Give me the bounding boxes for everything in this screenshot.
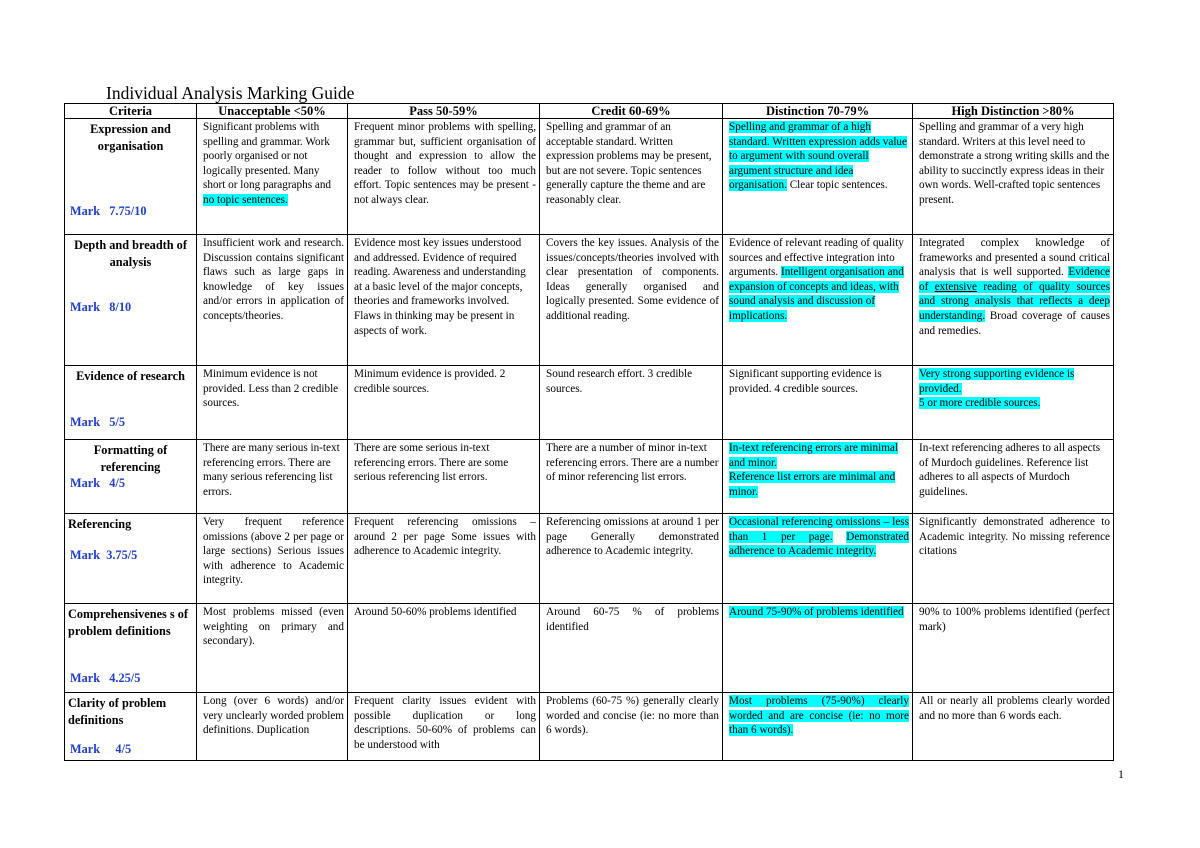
- criterion-cell: [65, 693, 197, 761]
- high-distinction-cell: [913, 235, 1114, 366]
- pass-cell: Evidence most key issues understood and addressed. Evidence of required reading. Awareness and understanding at a basic level of the major concepts, theories and frameworks involved. Flaws in thinking may be present in aspects of work.: [348, 235, 540, 366]
- table-row: [65, 366, 1114, 440]
- criterion-cell: [65, 514, 197, 604]
- distinction-cell: [723, 440, 913, 514]
- page-number: 1: [1118, 767, 1124, 781]
- unacceptable-cell: Long (over 6 words) and/or very unclearly worded problem definitions. Duplication: [197, 693, 348, 761]
- marking-guide-table: [64, 103, 1114, 761]
- high-distinction-cell: Spelling and grammar of a very high standard. Writers at this level need to demonstrate a strong writing skills and the ability to succinctly express ideas in their own words. Well-crafted topic sentences present.: [913, 119, 1114, 235]
- criterion-label: Formatting of referencing: [93, 443, 168, 474]
- header-row: [65, 104, 1114, 119]
- header-distinction: Distinction 70-79%: [723, 104, 913, 119]
- highlighted-text: Around 75-90% of problems identified: [729, 606, 904, 618]
- table-row: [65, 604, 1114, 693]
- credit-cell: Covers the key issues. Analysis of the issues/concepts/theories involved with clear presentation of components. Ideas generally organised and logically presented. Some evidence of additional reading.: [540, 235, 723, 366]
- criterion-label: Comprehensivenes s of problem definitions: [68, 607, 189, 638]
- cell-text: Integrated complex knowledge of frameworks and presented a sound critical analysis that is well supported.: [919, 237, 1110, 279]
- pass-cell: Minimum evidence is provided. 2 credible sources.: [348, 366, 540, 440]
- header-unacceptable: Unacceptable <50%: [197, 104, 348, 119]
- criterion-cell: [65, 235, 197, 366]
- distinction-cell: [723, 693, 913, 761]
- criterion-label: Expression and organisation: [90, 122, 171, 153]
- mark-label: Mark 8/10: [70, 300, 132, 314]
- pass-cell: Frequent minor problems with spelling, grammar but, sufficient organisation of thought and expression to allow the reader to follow without too much effort. Topic sentences may be present - not always clear.: [348, 119, 540, 235]
- credit-cell: Referencing omissions at around 1 per page Generally demonstrated adherence to Academic integrity.: [540, 514, 723, 604]
- mark-label: Mark 5/5: [70, 415, 125, 429]
- criterion-label: Evidence of research: [76, 369, 185, 383]
- unacceptable-cell: Most problems missed (even weighting on primary and secondary).: [197, 604, 348, 693]
- credit-cell: Around 60-75 % of problems identified: [540, 604, 723, 693]
- cell-text: Evidence of relevant reading of quality sources and effective integration into arguments.: [729, 237, 904, 279]
- table-row: [65, 693, 1114, 761]
- criterion-cell: [65, 119, 197, 235]
- high-distinction-cell: 90% to 100% problems identified (perfect mark): [913, 604, 1114, 693]
- distinction-cell: [723, 119, 913, 235]
- unacceptable-cell: Minimum evidence is not provided. Less than 2 credible sources.: [197, 366, 348, 440]
- distinction-cell: [723, 514, 913, 604]
- mark-label: Mark 4.25/5: [70, 671, 141, 685]
- table-row: [65, 235, 1114, 366]
- mark-label: Mark 4/5: [70, 742, 132, 756]
- header-high-distinction: High Distinction >80%: [913, 104, 1114, 119]
- header-credit: Credit 60-69%: [540, 104, 723, 119]
- distinction-cell: Significant supporting evidence is provided. 4 credible sources.: [723, 366, 913, 440]
- underlined-text: extensive: [934, 280, 977, 293]
- mark-label: Mark 3.75/5: [70, 548, 138, 562]
- distinction-cell: [723, 235, 913, 366]
- pass-cell: Frequent clarity issues evident with possible duplication or long descriptions. 50-60% of problems can be understood with: [348, 693, 540, 761]
- criterion-cell: [65, 440, 197, 514]
- distinction-cell: [723, 604, 913, 693]
- high-distinction-cell: In-text referencing adheres to all aspects of Murdoch guidelines. Reference list adheres to all aspects of Murdoch guidelines.: [913, 440, 1114, 514]
- mark-label: Mark 7.75/10: [70, 204, 147, 218]
- credit-cell: There are a number of minor in-text referencing errors. There are a number of minor referencing list errors.: [540, 440, 723, 514]
- highlighted-text: In-text referencing errors are minimal and minor.: [729, 442, 898, 469]
- cell-text: Clear topic sentences.: [786, 179, 888, 192]
- table-row: [65, 440, 1114, 514]
- highlighted-text: Most problems (75-90%) clearly worded and are concise (ie: no more than 6 words).: [729, 695, 909, 737]
- highlighted-text: Demonstrated adherence to Academic integrity.: [729, 530, 909, 558]
- criterion-cell: [65, 366, 197, 440]
- criterion-cell: [65, 604, 197, 693]
- cell-text: Significant problems with spelling and grammar. Work poorly organised or not logically presented. Many short or long paragraphs and: [203, 121, 332, 192]
- header-pass: Pass 50-59%: [348, 104, 540, 119]
- criterion-label: Depth and breadth of analysis: [74, 238, 187, 269]
- table-row: [65, 119, 1114, 235]
- highlighted-text: Reference list errors are minimal and minor.: [729, 471, 896, 498]
- criterion-label: Referencing: [68, 517, 132, 531]
- highlighted-text: Spelling and grammar of a high standard. Written expression adds value to argument with sound overall argument structure and idea organisation.: [729, 121, 907, 192]
- mark-label: Mark 4/5: [70, 476, 125, 490]
- document-title: Individual Analysis Marking Guide: [106, 83, 355, 103]
- pass-cell: Around 50-60% problems identified: [348, 604, 540, 693]
- highlighted-text: Very strong supporting evidence is provided.: [919, 368, 1075, 395]
- highlighted-text-part: reading of quality sources and strong analysis that reflects a deep understanding.: [919, 280, 1110, 322]
- credit-cell: Problems (60-75 %) generally clearly worded and concise (ie: no more than 6 words).: [540, 693, 723, 761]
- header-criteria: Criteria: [65, 104, 197, 119]
- credit-cell: Sound research effort. 3 credible sources.: [540, 366, 723, 440]
- highlighted-text: 5 or more credible sources.: [919, 397, 1041, 410]
- unacceptable-cell: There are many serious in-text referencing errors. There are many serious referencing list errors.: [197, 440, 348, 514]
- unacceptable-cell: [197, 119, 348, 235]
- pass-cell: There are some serious in-text referencing errors. There are some serious referencing list errors.: [348, 440, 540, 514]
- pass-cell: Frequent referencing omissions – around 2 per page Some issues with adherence to Academic integrity.: [348, 514, 540, 604]
- criterion-label: Clarity of problem definitions: [68, 696, 167, 727]
- highlighted-text: Intelligent organisation and expansion of concepts and ideas, with sound analysis and discussion of implications.: [729, 266, 904, 322]
- high-distinction-cell: Significantly demonstrated adherence to Academic integrity. No missing reference citations: [913, 514, 1114, 604]
- cell-text: Broad coverage of causes and remedies.: [919, 309, 1110, 337]
- high-distinction-cell: [913, 366, 1114, 440]
- highlighted-text-part: Evidence of: [919, 266, 1110, 293]
- highlighted-text: Occasional referencing omissions – less than 1 per page.: [729, 516, 909, 543]
- high-distinction-cell: All or nearly all problems clearly worded and no more than 6 words each.: [913, 693, 1114, 761]
- highlighted-text: no topic sentences.: [203, 193, 288, 206]
- unacceptable-cell: Very frequent reference omissions (above 2 per page or large sections) Serious issues with adherence to Academic integrity.: [197, 514, 348, 604]
- unacceptable-cell: Insufficient work and research. Discussion contains significant flaws such as large gaps in knowledge of key issues and/or errors in application of concepts/theories.: [197, 235, 348, 366]
- table-row: [65, 514, 1114, 604]
- credit-cell: Spelling and grammar of an acceptable standard. Written expression problems may be present, but are not severe. Topic sentences generally capture the theme and are reasonably clear.: [540, 119, 723, 235]
